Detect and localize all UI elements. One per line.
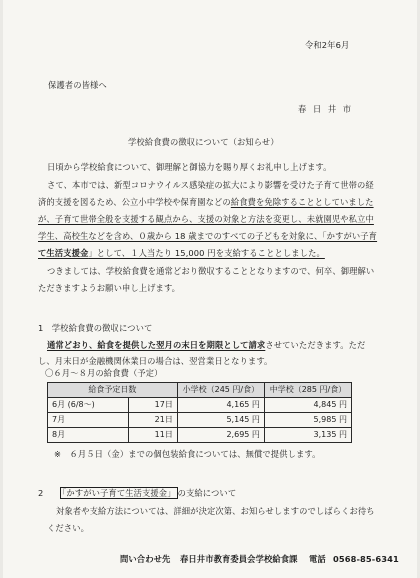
header-junior: 中学校（285 円/食） [264,383,351,398]
cell-elementary: 2,695 円 [177,428,264,443]
section1-line-2: し、月末日が金融機関休業日の場合は、翌営業日となります。 [38,356,273,366]
document-title: 学校給食費の徴収について（お知らせ） [128,137,279,147]
phone-number: 0568-85-6341 [333,554,399,564]
document-date: 令和2年6月 [305,40,350,50]
cell-days: 17日 [129,398,178,413]
intro-line-2: さて、本市では、新型コロナウイルス感染症の拡大により影響を受けた子育て世帯の経 [47,180,374,190]
intro-line-6: て生活支援金」として、１人当たり 15,000 円を支給することとしました。 [38,248,325,258]
recipient-line: 保護者の皆様へ [48,80,107,90]
scan-edge-left [0,0,3,578]
cell-junior: 5,985 円 [264,413,351,428]
section2-line-1: 対象者や支給方法については、詳細が決定次第、お知らせしますのでしばらくお待ち [56,506,375,516]
header-elementary: 小学校（245 円/食） [177,383,264,398]
cell-month: 6月 (6/8～) [48,398,129,413]
cell-elementary: 5,145 円 [177,413,264,428]
intro-line-7: つきましては、学校給食費を通常どおり徴収することとなりますので、何卒、御理解い [47,266,375,276]
sender-name: 春 日 井 市 [298,104,354,114]
cell-month: 8月 [48,428,129,443]
section1-line-1: 通常どおり、給食を提供した翌月の末日を期限として請求させていただきます。ただ [47,340,366,350]
table-row [48,428,352,443]
contact-label: 問い合わせ先 [120,554,171,564]
cell-elementary: 4,165 円 [177,398,264,413]
section2-line-2: ください。 [47,523,89,533]
intro-line-5: 学生、高校生などを含め、０歳から 18 歳までのすべての子どもを対象に、「かすがい子育 [38,231,378,241]
intro-line-8: ただきますようお願い申し上げます。 [38,283,181,293]
table-row [48,398,352,413]
header-days: 給食予定日数 [48,383,178,398]
intro-line-4: が、子育て世帯全般を支援する観点から、支援の対象と方法を変更し、未就園児や私立中 [38,214,374,224]
fee-table [47,382,352,443]
contact-org: 春日井市教育委員会学校給食課 [180,554,298,564]
phone-label: 電話 [309,554,326,564]
fee-table-caption: 〇６月～８月の給食費（予定） [45,368,163,378]
cell-junior: 3,135 円 [264,428,351,443]
cell-days: 11日 [129,428,178,443]
cell-month: 7月 [48,413,129,428]
intro-line-3: 済的支援を図るため、公立小中学校や保育園などの給食費を免除することとしていました [38,197,374,207]
section1-heading: 1 学校給食費の徴収について [38,323,153,333]
intro-line-1: 日頃から学校給食について、御理解と御協力を賜り厚くお礼申し上げます。 [47,162,332,172]
table-row [48,413,352,428]
cell-days: 21日 [129,413,178,428]
section1-note: ※ ６月５日（金）までの個包装給食については、無償で提供します。 [54,449,321,459]
cell-junior: 4,845 円 [264,398,351,413]
section2-heading: 2 「かすがい子育て生活支援金」 の支給について [38,488,237,498]
